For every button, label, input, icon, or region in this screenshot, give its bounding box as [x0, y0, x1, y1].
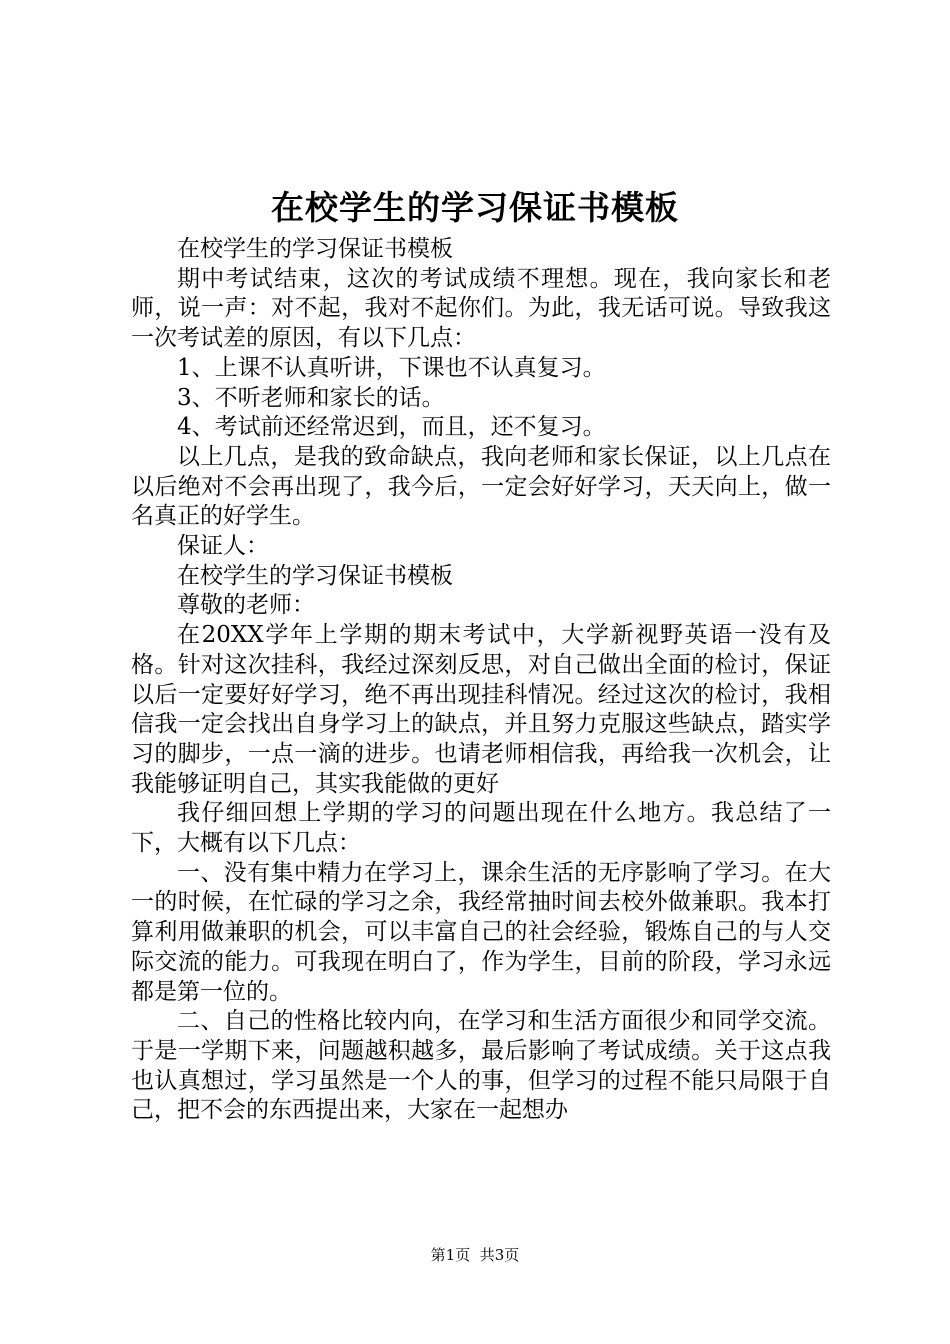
paragraph: 尊敬的老师： — [177, 592, 315, 619]
paragraph: 保证人： — [177, 533, 269, 560]
paragraph: 一、没有集中精力在学习上，课余生活的无序影响了学习。在大一的时候，在忙碌的学习之余，我经常抽时间去校外做兼职。我本打算利用做兼职的机会，可以丰富自己的社会经验，锻炼自己的与人交际交流的能力。可我现在明白了，作为学生，目前的阶段，学习永远都是第一位的。 — [131, 859, 831, 1005]
paragraph: 3、不听老师和家长的话。 — [177, 384, 445, 411]
paragraph: 在校学生的学习保证书模板 — [177, 562, 453, 589]
document-body — [131, 235, 831, 1126]
page-number: 第1页 — [430, 1246, 471, 1264]
paragraph: 以上几点，是我的致命缺点，我向老师和家长保证，以上几点在以后绝对不会再出现了，我今后，一定会好好学习，天天向上，做一名真正的好学生。 — [131, 443, 831, 530]
paragraph: 我仔细回想上学期的学习的问题出现在什么地方。我总结了一下，大概有以下几点： — [131, 800, 831, 857]
paragraph: 4、考试前还经常迟到，而且，还不复习。 — [177, 414, 606, 441]
document-title: 在校学生的学习保证书模板 — [271, 188, 679, 227]
paragraph: 1、上课不认真听讲，下课也不认真复习。 — [177, 354, 606, 381]
paragraph: 在20XX学年上学期的期末考试中，大学新视野英语一没有及格。针对这次挂科，我经过深刻反思，对自己做出全面的检讨，保证以后一定要好好学习，绝不再出现挂科情况。经过这次的检讨，我相信我一定会找出自身学习上的缺点，并且努力克服这些缺点，踏实学习的脚步，一点一滴的进步。也请老师相信我，再给我一次机会，让我能够证明自己，其实我能做的更好 — [131, 622, 831, 797]
paragraph: 期中考试结束，这次的考试成绩不理想。现在，我向家长和老师，说一声：对不起，我对不起你们。为此，我无话可说。导致我这一次考试差的原因，有以下几点： — [131, 265, 831, 352]
page-total: 共3页 — [479, 1246, 520, 1264]
paragraph: 在校学生的学习保证书模板 — [177, 236, 453, 262]
paragraph: 二、自己的性格比较内向，在学习和生活方面很少和同学交流。于是一学期下来，问题越积越多，最后影响了考试成绩。关于这点我也认真想过，学习虽然是一个人的事，但学习的过程不能只局限于自己，把不会的东西提出来，大家在一起想办 — [131, 1008, 831, 1124]
page-footer — [0, 1245, 950, 1265]
